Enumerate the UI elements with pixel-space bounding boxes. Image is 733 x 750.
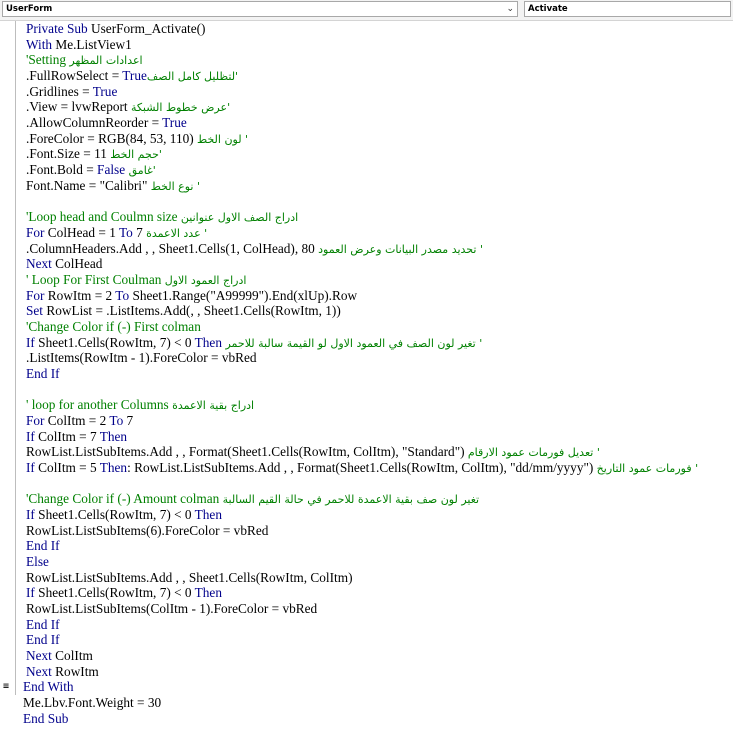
code-line[interactable]: [26, 131, 248, 147]
comment: تغير لون صف بقية الاعمدة للاحمر في حالة القيم السالبة: [222, 493, 480, 506]
keyword: False: [97, 162, 126, 177]
comment: 'Change Color if (-) First colman: [26, 319, 201, 334]
margin-divider: [15, 21, 16, 695]
keyword: End If: [26, 632, 60, 647]
code-line[interactable]: [26, 288, 357, 304]
keyword: If: [26, 460, 35, 475]
comment: تغير لون الصف في العمود الاول لو القيمة سالبة للاحمر ': [221, 337, 483, 350]
procedure-dropdown[interactable]: [524, 1, 731, 17]
code-text: .View = lvwReport: [26, 99, 131, 114]
keyword: To: [118, 225, 133, 240]
code-line[interactable]: [26, 648, 93, 664]
code-text: .Font.Bold =: [26, 162, 98, 177]
code-text: ColItm = 2: [44, 413, 110, 428]
code-line[interactable]: [26, 350, 257, 366]
comment: نوع الخط ': [150, 180, 201, 193]
code-text: RowList.ListSubItems.Add , , Sheet1.Cells(RowItm, ColItm): [26, 570, 353, 585]
code-line[interactable]: [26, 554, 49, 570]
object-dropdown-value: UserForm: [6, 4, 53, 14]
code-text: RowList.ListSubItems(ColItm - 1).ForeColor = vbRed: [26, 601, 318, 616]
code-text: .AllowColumnReorder =: [26, 115, 163, 130]
code-line[interactable]: [26, 319, 201, 335]
code-text: ColItm: [51, 648, 93, 663]
keyword: Then: [99, 460, 128, 475]
code-text: : RowList.ListSubItems.Add , , Format(Sheet1.Cells(RowItm, ColItm), "dd/mm/yyyy"): [127, 460, 597, 475]
code-line[interactable]: [26, 21, 205, 37]
code-line[interactable]: [26, 256, 102, 272]
code-line[interactable]: [26, 241, 483, 257]
code-line[interactable]: [26, 429, 127, 445]
keyword: True: [122, 68, 147, 83]
keyword: If: [26, 429, 35, 444]
code-text: Sheet1.Cells(RowItm, 7) < 0: [34, 335, 195, 350]
code-line[interactable]: [26, 570, 353, 586]
code-text: UserForm_Activate(): [87, 21, 206, 36]
code-line[interactable]: [23, 679, 74, 695]
code-text: .Gridlines =: [26, 84, 93, 99]
code-text: ColItm = 5: [34, 460, 100, 475]
keyword: Next: [26, 664, 52, 679]
keyword: Then: [194, 585, 222, 600]
keyword: With: [26, 37, 53, 52]
keyword: To: [115, 288, 130, 303]
code-text: Sheet1.Cells(RowItm, 7) < 0: [34, 585, 195, 600]
comment: عرض خطوط الشبكة': [130, 101, 231, 114]
comment: عدد الاعمدة ': [146, 227, 208, 240]
code-text: .ListItems(RowItm - 1).ForeColor = vbRed: [26, 350, 257, 365]
comment: اعدادات المظهر: [69, 54, 143, 67]
keyword: Then: [194, 335, 222, 350]
margin-indicator-bar[interactable]: [0, 21, 15, 750]
code-line[interactable]: [26, 335, 482, 351]
code-line[interactable]: [26, 209, 298, 225]
code-line[interactable]: [26, 632, 60, 648]
keyword: If: [26, 585, 35, 600]
code-line[interactable]: [26, 52, 143, 68]
code-line[interactable]: [26, 115, 187, 131]
code-text: Sheet1.Cells(RowItm, 7) < 0: [34, 507, 195, 522]
keyword: Private Sub: [26, 21, 88, 36]
keyword: For: [26, 288, 45, 303]
code-line[interactable]: [26, 366, 60, 382]
code-line[interactable]: [26, 664, 99, 680]
code-line[interactable]: [26, 37, 132, 53]
code-text: RowItm: [51, 664, 99, 679]
code-text: Me.Lbv.Font.Weight = 30: [23, 695, 162, 710]
comment: فورمات عمود التاريخ ': [596, 462, 699, 475]
code-text: RowList = .ListItems.Add(, , Sheet1.Cells(RowItm, 1)): [43, 303, 341, 318]
keyword: Next: [26, 256, 52, 271]
keyword: To: [109, 413, 124, 428]
code-text: 7: [123, 413, 134, 428]
code-text: 7: [132, 225, 147, 240]
code-line[interactable]: [26, 585, 222, 601]
code-text: Sheet1.Range("A99999").End(xlUp).Row: [129, 288, 358, 303]
comment: ' Loop For First Coulman: [26, 272, 165, 287]
comment: ادراج بقية الاعمدة: [172, 399, 255, 412]
comment: حجم الخط': [110, 148, 162, 161]
comment: ادراج العمود الاول: [164, 274, 247, 287]
code-line[interactable]: [26, 146, 162, 162]
code-line[interactable]: [26, 507, 222, 523]
code-line[interactable]: [23, 711, 68, 727]
code-line[interactable]: [26, 413, 133, 429]
code-text: ColHead = 1: [44, 225, 119, 240]
code-text: RowList.ListSubItems.Add , , Format(Sheet1.Cells(RowItm, ColItm), "Standard"): [26, 444, 468, 459]
code-line[interactable]: [26, 617, 60, 633]
keyword: For: [26, 225, 45, 240]
code-text: RowItm = 2: [44, 288, 116, 303]
code-line[interactable]: [26, 491, 479, 507]
code-text: RowList.ListSubItems(6).ForeColor = vbRed: [26, 523, 269, 538]
code-line[interactable]: [26, 460, 698, 476]
comment: 'Change Color if (-) Amount colman: [26, 491, 223, 506]
code-line[interactable]: [26, 225, 207, 241]
keyword: End If: [26, 366, 60, 381]
comment: لتظليل كامل الصف': [146, 70, 239, 83]
code-text: Me.ListView1: [52, 37, 132, 52]
keyword: If: [26, 335, 35, 350]
procedure-dropdown-value: Activate: [528, 4, 568, 14]
code-line[interactable]: [23, 695, 161, 711]
code-text: ColItm = 7: [34, 429, 100, 444]
code-line[interactable]: [26, 99, 230, 115]
code-line[interactable]: [26, 444, 600, 460]
keyword: Next: [26, 648, 52, 663]
object-dropdown[interactable]: [2, 1, 518, 17]
code-line[interactable]: [26, 538, 60, 554]
comment: 'Loop head and Coulmn size: [26, 209, 181, 224]
code-line[interactable]: [26, 397, 254, 413]
comment: 'Setting: [26, 52, 70, 67]
code-line[interactable]: [26, 84, 117, 100]
comment: لون الخط ': [197, 133, 249, 146]
keyword: If: [26, 507, 35, 522]
comment: تعديل فورمات عمود الارقام ': [467, 446, 600, 459]
chevron-down-icon[interactable]: ⌄: [506, 4, 514, 14]
comment: تحديد مصدر البيانات وعرض العمود ': [318, 243, 483, 256]
code-window-header: [0, 0, 733, 21]
comment: ادراج الصف الاول عنوانين: [180, 211, 299, 224]
code-text: .ColumnHeaders.Add , , Sheet1.Cells(1, ColHead), 80: [26, 241, 319, 256]
code-line[interactable]: [26, 303, 341, 319]
comment: غامق': [125, 164, 156, 177]
keyword: End If: [26, 617, 60, 632]
code-line[interactable]: [26, 178, 200, 194]
code-line[interactable]: [26, 272, 246, 288]
keyword: End With: [23, 679, 74, 694]
code-text: ColHead: [51, 256, 103, 271]
procedure-marker-icon: ≡: [3, 681, 10, 692]
keyword: Set: [26, 303, 43, 318]
code-line[interactable]: [26, 68, 238, 84]
code-text: Font.Name = "Calibri": [26, 178, 151, 193]
code-line[interactable]: [26, 162, 156, 178]
keyword: Then: [99, 429, 128, 444]
keyword: Then: [194, 507, 222, 522]
code-line[interactable]: [26, 601, 317, 617]
keyword: End If: [26, 538, 60, 553]
code-text: .FullRowSelect =: [26, 68, 123, 83]
keyword: True: [162, 115, 187, 130]
keyword: Else: [26, 554, 49, 569]
keyword: End Sub: [23, 711, 69, 726]
keyword: True: [92, 84, 118, 99]
code-text: .ForeColor = RGB(84, 53, 110): [26, 131, 197, 146]
keyword: For: [26, 413, 45, 428]
comment: ' loop for another Columns: [26, 397, 173, 412]
code-text: .Font.Size = 11: [26, 146, 111, 161]
code-line[interactable]: [26, 523, 268, 539]
